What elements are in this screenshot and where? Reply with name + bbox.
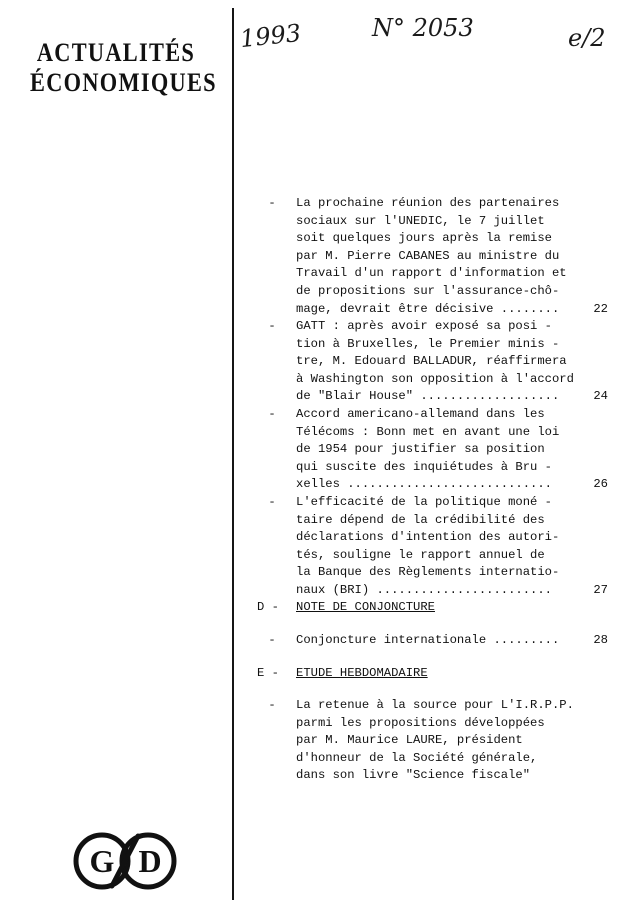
logo-right-letter: D [138, 843, 162, 879]
section-letter: E - [257, 666, 279, 680]
vertical-divider [232, 8, 234, 900]
entry-line: tés, souligne le rapport annuel de [296, 547, 545, 562]
entry-line: par M. Maurice LAURE, président [296, 733, 523, 748]
entry-line: La prochaine réunion des partenaires [296, 196, 560, 210]
entry-bullet: - [268, 319, 276, 333]
entry-line: par M. Pierre CABANES au ministre du [296, 248, 560, 263]
entry-bullet: - [268, 407, 276, 421]
handwritten-issue-number: N° 2053 [372, 14, 474, 42]
section-title: ETUDE HEBDOMADAIRE [296, 666, 428, 680]
entry-bullet: - [268, 633, 276, 647]
entry-line: xelles ............................ [296, 477, 552, 492]
entry-line: d'honneur de la Société générale, [296, 750, 538, 765]
entry-line: mage, devrait être décisive ........ [296, 301, 560, 316]
entry-line: GATT : après avoir exposé sa posi - [296, 319, 552, 333]
entry-line: à Washington son opposition à l'accord [296, 371, 574, 386]
publication-title-line-2: ÉCONOMIQUES [30, 68, 217, 97]
entry-line: Travail d'un rapport d'information et [296, 266, 567, 281]
entry-line: déclarations d'intention des autori- [296, 530, 560, 545]
entry-line: tre, M. Edouard BALLADUR, réaffirmera [296, 354, 567, 369]
entry-line: tion à Bruxelles, le Premier minis - [296, 336, 560, 351]
entry-line: sociaux sur l'UNEDIC, le 7 juillet [296, 213, 545, 228]
entry-line: Conjoncture internationale ......... [296, 633, 560, 647]
entry-line: taire dépend de la crédibilité des [296, 512, 545, 527]
entry-line: la Banque des Règlements internatio- [296, 565, 560, 580]
entry-line: de 1954 pour justifier sa position [296, 442, 545, 457]
section-title: NOTE DE CONJONCTURE [296, 600, 435, 614]
logo-left-letter: G [89, 843, 115, 879]
logo-slash [112, 836, 138, 886]
entry-bullet: - [268, 196, 276, 210]
publication-title-line-1: ACTUALITÉS [36, 38, 196, 67]
handwritten-page-mark: e/2 [568, 24, 606, 52]
entry-page-number: 24 [593, 389, 608, 404]
entry-line: soit quelques jours après la remise [296, 231, 552, 246]
entry-line: qui suscite des inquiétudes à Bru - [296, 459, 552, 474]
entry-line: Accord americano-allemand dans les [296, 407, 545, 421]
handwritten-year: 1993 [238, 18, 303, 54]
section-letter: D - [257, 600, 279, 614]
entry-line: Télécoms : Bonn met en avant une loi [296, 424, 560, 439]
entry-line: La retenue à la source pour L'I.R.P.P. [296, 698, 574, 712]
publication-title [30, 38, 217, 98]
entry-page-number: 22 [593, 301, 608, 316]
entry-line: dans son livre "Science fiscale" [296, 768, 531, 783]
entry-page-number: 26 [593, 477, 608, 492]
entry-line: de "Blair House" ................... [296, 389, 560, 404]
publisher-logo [72, 826, 178, 896]
entry-page-number: 28 [593, 633, 608, 647]
entry-line: L'efficacité de la politique moné - [296, 495, 552, 509]
entry-line: de propositions sur l'assurance-chô- [296, 284, 560, 298]
entry-bullet: - [268, 698, 276, 712]
entry-page-number: 27 [593, 583, 608, 597]
entry-line: parmi les propositions développées [296, 715, 545, 730]
entry-line: naux (BRI) ........................ [296, 583, 552, 597]
entry-bullet: - [268, 495, 276, 509]
